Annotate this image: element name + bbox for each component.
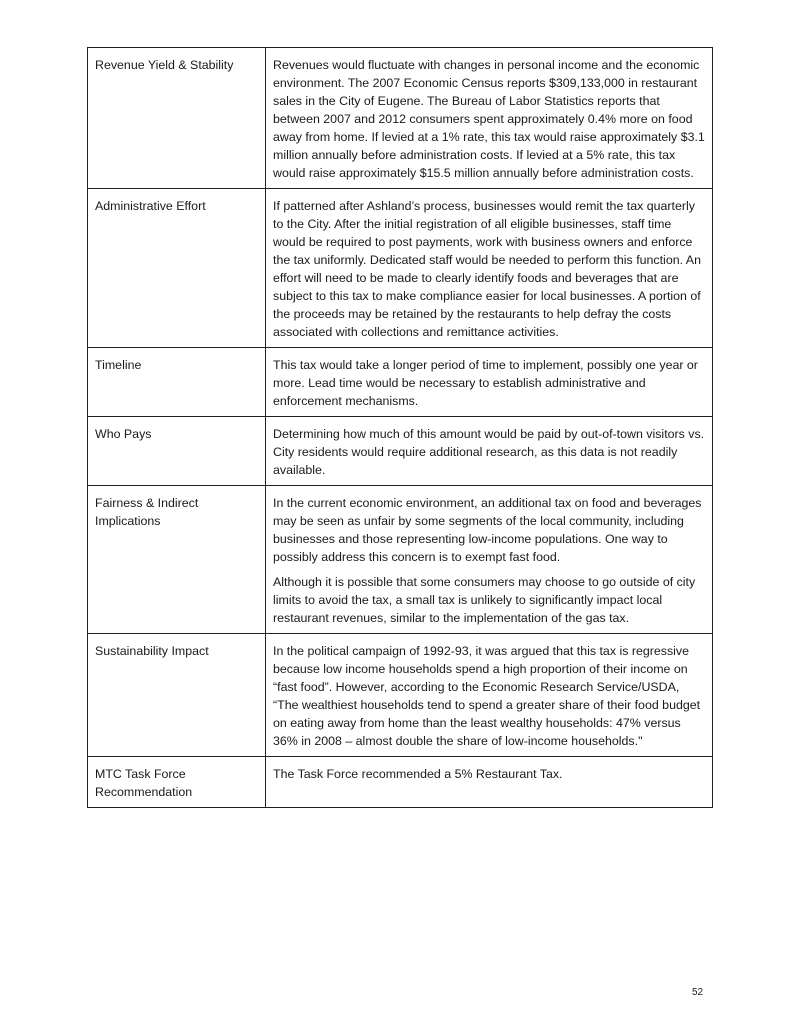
row-content [266,634,713,757]
row-content [266,48,713,189]
table-row-task-force-recommendation [88,757,713,808]
row-label: Timeline [88,348,266,417]
paragraph: Determining how much of this amount would be paid by out-of-town visitors vs. City residents would require additional research, as this data is not readily available. [273,427,705,477]
row-content [266,348,713,417]
row-content [266,417,713,486]
row-label: Fairness & Indirect Implications [88,486,266,634]
tax-analysis-table [87,47,713,808]
paragraph: Although it is possible that some consumers may choose to go outside of city limits to avoid the tax, a small tax is unlikely to significantly impact local restaurant revenues, similar to the implementation of the gas tax. [273,575,696,625]
row-content [266,189,713,348]
table-row-administrative-effort [88,189,713,348]
row-label: Who Pays [88,417,266,486]
page-number: 52 [692,987,704,998]
paragraph: In the current economic environment, an additional tax on food and beverages may be seen as unfair by some segments of the local community, including businesses and those representing low-income populations. One way to possibly address this concern is to exempt fast food. [273,496,702,564]
table-row-sustainability-impact [88,634,713,757]
row-content [266,486,713,634]
row-label: Revenue Yield & Stability [88,48,266,189]
row-content [266,757,713,808]
table-row-revenue-yield [88,48,713,189]
paragraph: If patterned after Ashland’s process, businesses would remit the tax quarterly to the City. After the initial registration of all eligible businesses, staff time would be required to post payments, work with business owners and enforce the tax uniformly. Dedicated staff would be needed to perform this function. An effort will need to be made to clearly identify foods and beverages that are subject to this tax to make compliance easier for local businesses. A portion of the proceeds may be retained by the restaurants to help defray the costs associated with collections and remittance activities. [273,199,701,339]
row-label: MTC Task Force Recommendation [88,757,266,808]
table-row-fairness [88,486,713,634]
row-label: Sustainability Impact [88,634,266,757]
row-label: Administrative Effort [88,189,266,348]
table-row-timeline [88,348,713,417]
table-row-who-pays [88,417,713,486]
paragraph: The Task Force recommended a 5% Restaurant Tax. [273,767,563,781]
paragraph: In the political campaign of 1992-93, it was argued that this tax is regressive because low income households spend a high proportion of their income on “fast food”. However, according to the Economic Research Service/USDA, “The wealthiest households tend to spend a greater share of their food budget on eating away from home than the least wealthy households: 47% versus 36% in 2008 – almost double the share of low-income households." [273,644,701,748]
paragraph: Revenues would fluctuate with changes in personal income and the economic environment. The 2007 Economic Census reports $309,133,000 in restaurant sales in the City of Eugene. The Bureau of Labor Statistics reports that between 2007 and 2012 consumers spent approximately 0.4% more on food away from home. If levied at a 1% rate, this tax would raise approximately $3.1 million annually before administration costs. If levied at a 5% rate, this tax would raise approximately $15.5 million annually before administration costs. [273,58,705,180]
paragraph: This tax would take a longer period of time to implement, possibly one year or more. Lead time would be necessary to establish administrative and enforcement mechanisms. [273,358,698,408]
